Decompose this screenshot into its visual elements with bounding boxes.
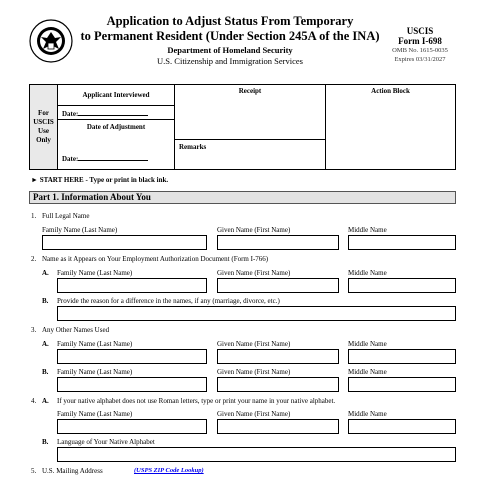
- q1-middle-name-input[interactable]: [348, 235, 456, 250]
- q3b-letter: B.: [42, 368, 49, 376]
- form-title-line2: to Permanent Resident (Under Section 245A of the INA): [80, 29, 380, 43]
- q2a-family-name-input[interactable]: [57, 278, 207, 293]
- q4b-language-input[interactable]: [57, 447, 456, 462]
- q1-given-name-input[interactable]: [217, 235, 339, 250]
- form-number: Form I-698: [398, 36, 442, 46]
- q3a-letter: A.: [42, 340, 49, 348]
- q2b-label: Provide the reason for a difference in the names, if any (marriage, divorce, etc.): [57, 297, 280, 305]
- remarks-label: Remarks: [179, 143, 207, 151]
- q2a-letter: A.: [42, 269, 49, 277]
- q2-label: Name as it Appears on Your Employment Authorization Document (Form I-766): [42, 255, 269, 263]
- q5-label: U.S. Mailing Address: [42, 467, 103, 475]
- q1-label: Full Legal Name: [42, 212, 90, 220]
- q3a-middle-label: Middle Name: [348, 340, 387, 348]
- form-id-block: [385, 26, 455, 64]
- form-title-line1: Application to Adjust Status From Temporary: [106, 14, 354, 28]
- start-arrow-icon: ►: [31, 176, 38, 184]
- q3a-family-label: Family Name (Last Name): [57, 340, 133, 348]
- q4a-family-name-input[interactable]: [57, 419, 207, 434]
- start-here-text: START HERE - Type or print in black ink.: [39, 176, 169, 184]
- q3b-given-name-input[interactable]: [217, 377, 339, 392]
- expiration-date: Expires 03/31/2027: [394, 56, 446, 63]
- office-use-table: [29, 84, 456, 170]
- q2b-reason-input[interactable]: [57, 306, 456, 321]
- q4b-label: Language of Your Native Alphabet: [57, 438, 155, 446]
- q1-number: 1.: [31, 212, 37, 220]
- q2a-given-name-input[interactable]: [217, 278, 339, 293]
- receipt-label: Receipt: [238, 87, 262, 95]
- agency-name: U.S. Citizenship and Immigration Services: [157, 56, 303, 66]
- q1-family-label: Family Name (Last Name): [42, 226, 118, 234]
- q4a-given-name-input[interactable]: [217, 419, 339, 434]
- q4-number: 4.: [31, 397, 37, 405]
- remarks-divider: [175, 139, 325, 140]
- q3b-middle-name-input[interactable]: [348, 377, 456, 392]
- q2a-middle-name-input[interactable]: [348, 278, 456, 293]
- part1-header: Part 1. Information About You: [29, 191, 456, 204]
- start-here-instruction: [31, 176, 168, 184]
- q2a-middle-label: Middle Name: [348, 269, 387, 277]
- q2-number: 2.: [31, 255, 37, 263]
- q3b-family-name-input[interactable]: [57, 377, 207, 392]
- q1-middle-label: Middle Name: [348, 226, 387, 234]
- usps-zip-lookup-link[interactable]: (USPS ZIP Code Lookup): [134, 467, 204, 474]
- q3-label: Any Other Names Used: [42, 326, 110, 334]
- q4a-family-label: Family Name (Last Name): [57, 410, 133, 418]
- q5-number: 5.: [31, 467, 37, 475]
- for-uscis-use-only-label: For USCIS Use Only: [30, 85, 58, 169]
- receipt-column: [175, 85, 326, 169]
- agency-code: USCIS: [406, 26, 434, 36]
- form-title: [80, 14, 380, 44]
- q3a-given-name-input[interactable]: [217, 349, 339, 364]
- q2b-letter: B.: [42, 297, 49, 305]
- interview-date-field[interactable]: [78, 107, 148, 116]
- date-of-adjustment-label: Date of Adjustment: [58, 119, 174, 134]
- q3a-given-label: Given Name (First Name): [217, 340, 291, 348]
- action-block-label: Action Block: [371, 87, 410, 95]
- applicant-interviewed-label: Applicant Interviewed: [58, 85, 174, 106]
- adjustment-date-field[interactable]: [78, 152, 148, 161]
- q3b-family-label: Family Name (Last Name): [57, 368, 133, 376]
- q4a-label: If your native alphabet does not use Roman letters, type or print your name in your native alphabet.: [57, 397, 336, 405]
- q3a-family-name-input[interactable]: [57, 349, 207, 364]
- q4a-given-label: Given Name (First Name): [217, 410, 291, 418]
- q3-number: 3.: [31, 326, 37, 334]
- dhs-seal-icon: [29, 19, 73, 63]
- q3b-middle-label: Middle Name: [348, 368, 387, 376]
- omb-number: OMB No. 1615-0035: [392, 47, 448, 54]
- q3b-given-label: Given Name (First Name): [217, 368, 291, 376]
- q2a-family-label: Family Name (Last Name): [57, 269, 133, 277]
- q4b-letter: B.: [42, 438, 49, 446]
- department-name: Department of Homeland Security: [167, 45, 293, 55]
- q1-given-label: Given Name (First Name): [217, 226, 291, 234]
- adjustment-date-row: Date:: [62, 152, 148, 163]
- q3a-middle-name-input[interactable]: [348, 349, 456, 364]
- interview-date-row: Date:: [62, 107, 148, 118]
- q4a-letter: A.: [42, 397, 49, 405]
- q1-family-name-input[interactable]: [42, 235, 207, 250]
- q4a-middle-label: Middle Name: [348, 410, 387, 418]
- q4a-middle-name-input[interactable]: [348, 419, 456, 434]
- interview-column: [58, 85, 175, 169]
- q2a-given-label: Given Name (First Name): [217, 269, 291, 277]
